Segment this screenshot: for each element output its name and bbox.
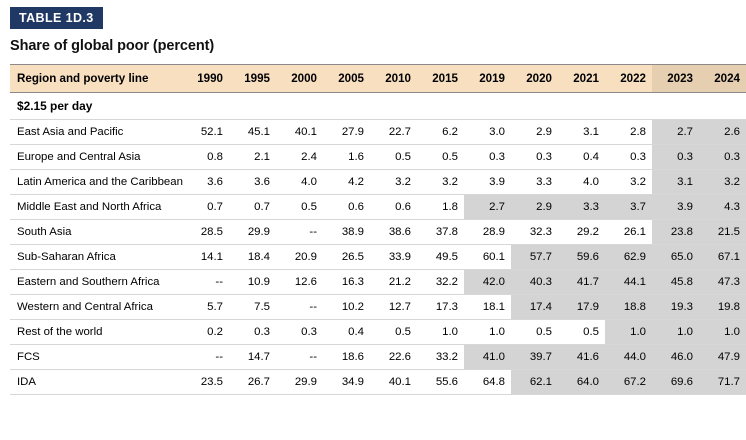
cell-value: 0.6 bbox=[370, 195, 417, 220]
cell-value: 21.5 bbox=[699, 220, 746, 245]
row-label: Europe and Central Asia bbox=[10, 145, 182, 170]
cell-value: 2.7 bbox=[464, 195, 511, 220]
table-row bbox=[10, 320, 746, 345]
cell-value: 33.9 bbox=[370, 245, 417, 270]
table-section-row bbox=[10, 93, 746, 120]
table-row bbox=[10, 120, 746, 145]
cell-value: 40.1 bbox=[370, 370, 417, 395]
cell-value: 32.2 bbox=[417, 270, 464, 295]
cell-value: 37.8 bbox=[417, 220, 464, 245]
cell-value: 16.3 bbox=[323, 270, 370, 295]
cell-value: 64.8 bbox=[464, 370, 511, 395]
table-row bbox=[10, 170, 746, 195]
cell-value: 3.9 bbox=[652, 195, 699, 220]
cell-value: 0.5 bbox=[417, 145, 464, 170]
cell-value: 0.3 bbox=[605, 145, 652, 170]
column-header-1995: 1995 bbox=[229, 65, 276, 93]
cell-value: 2.1 bbox=[229, 145, 276, 170]
row-label: Latin America and the Caribbean bbox=[10, 170, 182, 195]
cell-value: 2.4 bbox=[276, 145, 323, 170]
cell-value: 62.1 bbox=[511, 370, 558, 395]
cell-value: 3.2 bbox=[605, 170, 652, 195]
cell-value: 26.1 bbox=[605, 220, 652, 245]
row-label: South Asia bbox=[10, 220, 182, 245]
cell-value: 32.3 bbox=[511, 220, 558, 245]
table-row bbox=[10, 370, 746, 395]
section-label-poverty-line: $2.15 per day bbox=[10, 93, 746, 120]
cell-value: 0.3 bbox=[699, 145, 746, 170]
cell-value: 17.4 bbox=[511, 295, 558, 320]
cell-value: 0.7 bbox=[182, 195, 229, 220]
column-header-2015: 2015 bbox=[417, 65, 464, 93]
cell-value: 17.9 bbox=[558, 295, 605, 320]
cell-value: 33.2 bbox=[417, 345, 464, 370]
cell-value: 23.5 bbox=[182, 370, 229, 395]
cell-value: -- bbox=[276, 295, 323, 320]
cell-value: 45.1 bbox=[229, 120, 276, 145]
table-number-badge: TABLE 1D.3 bbox=[10, 7, 103, 29]
cell-value: 12.6 bbox=[276, 270, 323, 295]
cell-value: 1.0 bbox=[464, 320, 511, 345]
cell-value: 18.6 bbox=[323, 345, 370, 370]
cell-value: 0.3 bbox=[464, 145, 511, 170]
column-header-2010: 2010 bbox=[370, 65, 417, 93]
cell-value: 0.8 bbox=[182, 145, 229, 170]
row-label: IDA bbox=[10, 370, 182, 395]
cell-value: 0.5 bbox=[558, 320, 605, 345]
cell-value: 45.8 bbox=[652, 270, 699, 295]
row-label: Sub-Saharan Africa bbox=[10, 245, 182, 270]
cell-value: 0.2 bbox=[182, 320, 229, 345]
cell-value: 65.0 bbox=[652, 245, 699, 270]
cell-value: 41.6 bbox=[558, 345, 605, 370]
cell-value: 38.6 bbox=[370, 220, 417, 245]
row-label: FCS bbox=[10, 345, 182, 370]
cell-value: 18.1 bbox=[464, 295, 511, 320]
cell-value: 3.9 bbox=[464, 170, 511, 195]
column-header-2022: 2022 bbox=[605, 65, 652, 93]
cell-value: 47.3 bbox=[699, 270, 746, 295]
cell-value: 2.9 bbox=[511, 120, 558, 145]
cell-value: 67.1 bbox=[699, 245, 746, 270]
cell-value: 60.1 bbox=[464, 245, 511, 270]
row-label: Rest of the world bbox=[10, 320, 182, 345]
table-body bbox=[10, 93, 746, 395]
cell-value: 62.9 bbox=[605, 245, 652, 270]
cell-value: 0.5 bbox=[370, 320, 417, 345]
cell-value: 44.0 bbox=[605, 345, 652, 370]
cell-value: 26.7 bbox=[229, 370, 276, 395]
cell-value: 10.2 bbox=[323, 295, 370, 320]
cell-value: 39.7 bbox=[511, 345, 558, 370]
table-row bbox=[10, 295, 746, 320]
cell-value: 28.5 bbox=[182, 220, 229, 245]
cell-value: 17.3 bbox=[417, 295, 464, 320]
cell-value: 3.3 bbox=[511, 170, 558, 195]
cell-value: 0.5 bbox=[511, 320, 558, 345]
cell-value: 0.7 bbox=[229, 195, 276, 220]
cell-value: 1.0 bbox=[699, 320, 746, 345]
cell-value: 3.0 bbox=[464, 120, 511, 145]
cell-value: 21.2 bbox=[370, 270, 417, 295]
cell-value: 6.2 bbox=[417, 120, 464, 145]
cell-value: 12.7 bbox=[370, 295, 417, 320]
cell-value: 3.6 bbox=[182, 170, 229, 195]
cell-value: 1.0 bbox=[605, 320, 652, 345]
cell-value: 38.9 bbox=[323, 220, 370, 245]
cell-value: 64.0 bbox=[558, 370, 605, 395]
cell-value: 22.7 bbox=[370, 120, 417, 145]
table-row bbox=[10, 195, 746, 220]
cell-value: -- bbox=[276, 345, 323, 370]
cell-value: 7.5 bbox=[229, 295, 276, 320]
cell-value: 29.9 bbox=[276, 370, 323, 395]
cell-value: 19.8 bbox=[699, 295, 746, 320]
cell-value: -- bbox=[182, 345, 229, 370]
cell-value: 4.0 bbox=[276, 170, 323, 195]
cell-value: 14.7 bbox=[229, 345, 276, 370]
cell-value: 3.1 bbox=[558, 120, 605, 145]
cell-value: 67.2 bbox=[605, 370, 652, 395]
cell-value: 0.3 bbox=[511, 145, 558, 170]
cell-value: 4.0 bbox=[558, 170, 605, 195]
cell-value: 23.8 bbox=[652, 220, 699, 245]
column-header-2005: 2005 bbox=[323, 65, 370, 93]
cell-value: 69.6 bbox=[652, 370, 699, 395]
column-header-2020: 2020 bbox=[511, 65, 558, 93]
cell-value: 40.1 bbox=[276, 120, 323, 145]
cell-value: 57.7 bbox=[511, 245, 558, 270]
cell-value: 0.5 bbox=[276, 195, 323, 220]
row-label: Western and Central Africa bbox=[10, 295, 182, 320]
table-row bbox=[10, 245, 746, 270]
cell-value: 3.3 bbox=[558, 195, 605, 220]
cell-value: 0.3 bbox=[276, 320, 323, 345]
cell-value: 0.4 bbox=[323, 320, 370, 345]
cell-value: 29.2 bbox=[558, 220, 605, 245]
page-title: Share of global poor (percent) bbox=[10, 38, 215, 54]
cell-value: 0.3 bbox=[652, 145, 699, 170]
column-header-2000: 2000 bbox=[276, 65, 323, 93]
cell-value: 3.2 bbox=[370, 170, 417, 195]
cell-value: 3.1 bbox=[652, 170, 699, 195]
cell-value: 42.0 bbox=[464, 270, 511, 295]
column-header-2023: 2023 bbox=[652, 65, 699, 93]
cell-value: 2.7 bbox=[652, 120, 699, 145]
cell-value: 1.8 bbox=[417, 195, 464, 220]
table-header bbox=[10, 65, 746, 93]
cell-value: -- bbox=[276, 220, 323, 245]
cell-value: 4.2 bbox=[323, 170, 370, 195]
cell-value: 44.1 bbox=[605, 270, 652, 295]
cell-value: 10.9 bbox=[229, 270, 276, 295]
cell-value: 19.3 bbox=[652, 295, 699, 320]
cell-value: 41.7 bbox=[558, 270, 605, 295]
cell-value: 1.0 bbox=[417, 320, 464, 345]
cell-value: 0.3 bbox=[229, 320, 276, 345]
column-header-2019: 2019 bbox=[464, 65, 511, 93]
cell-value: 2.9 bbox=[511, 195, 558, 220]
cell-value: 0.5 bbox=[370, 145, 417, 170]
table-row bbox=[10, 345, 746, 370]
cell-value: 28.9 bbox=[464, 220, 511, 245]
cell-value: 46.0 bbox=[652, 345, 699, 370]
cell-value: 3.6 bbox=[229, 170, 276, 195]
table-header-row bbox=[10, 65, 746, 93]
table-row bbox=[10, 145, 746, 170]
cell-value: 18.8 bbox=[605, 295, 652, 320]
cell-value: 22.6 bbox=[370, 345, 417, 370]
cell-value: 55.6 bbox=[417, 370, 464, 395]
column-header-2024: 2024 bbox=[699, 65, 746, 93]
cell-value: 20.9 bbox=[276, 245, 323, 270]
column-header-region: Region and poverty line bbox=[10, 65, 182, 93]
cell-value: 47.9 bbox=[699, 345, 746, 370]
row-label: East Asia and Pacific bbox=[10, 120, 182, 145]
cell-value: 29.9 bbox=[229, 220, 276, 245]
cell-value: 1.0 bbox=[652, 320, 699, 345]
table-row bbox=[10, 270, 746, 295]
cell-value: 27.9 bbox=[323, 120, 370, 145]
row-label: Eastern and Southern Africa bbox=[10, 270, 182, 295]
cell-value: 26.5 bbox=[323, 245, 370, 270]
cell-value: -- bbox=[182, 270, 229, 295]
cell-value: 18.4 bbox=[229, 245, 276, 270]
cell-value: 41.0 bbox=[464, 345, 511, 370]
cell-value: 49.5 bbox=[417, 245, 464, 270]
cell-value: 5.7 bbox=[182, 295, 229, 320]
cell-value: 34.9 bbox=[323, 370, 370, 395]
cell-value: 14.1 bbox=[182, 245, 229, 270]
cell-value: 40.3 bbox=[511, 270, 558, 295]
cell-value: 71.7 bbox=[699, 370, 746, 395]
cell-value: 2.8 bbox=[605, 120, 652, 145]
share-of-global-poor-table bbox=[10, 64, 746, 395]
cell-value: 0.4 bbox=[558, 145, 605, 170]
cell-value: 3.7 bbox=[605, 195, 652, 220]
table-row bbox=[10, 220, 746, 245]
cell-value: 3.2 bbox=[699, 170, 746, 195]
row-label: Middle East and North Africa bbox=[10, 195, 182, 220]
cell-value: 2.6 bbox=[699, 120, 746, 145]
cell-value: 0.6 bbox=[323, 195, 370, 220]
cell-value: 1.6 bbox=[323, 145, 370, 170]
cell-value: 4.3 bbox=[699, 195, 746, 220]
cell-value: 59.6 bbox=[558, 245, 605, 270]
column-header-2021: 2021 bbox=[558, 65, 605, 93]
cell-value: 52.1 bbox=[182, 120, 229, 145]
cell-value: 3.2 bbox=[417, 170, 464, 195]
column-header-1990: 1990 bbox=[182, 65, 229, 93]
